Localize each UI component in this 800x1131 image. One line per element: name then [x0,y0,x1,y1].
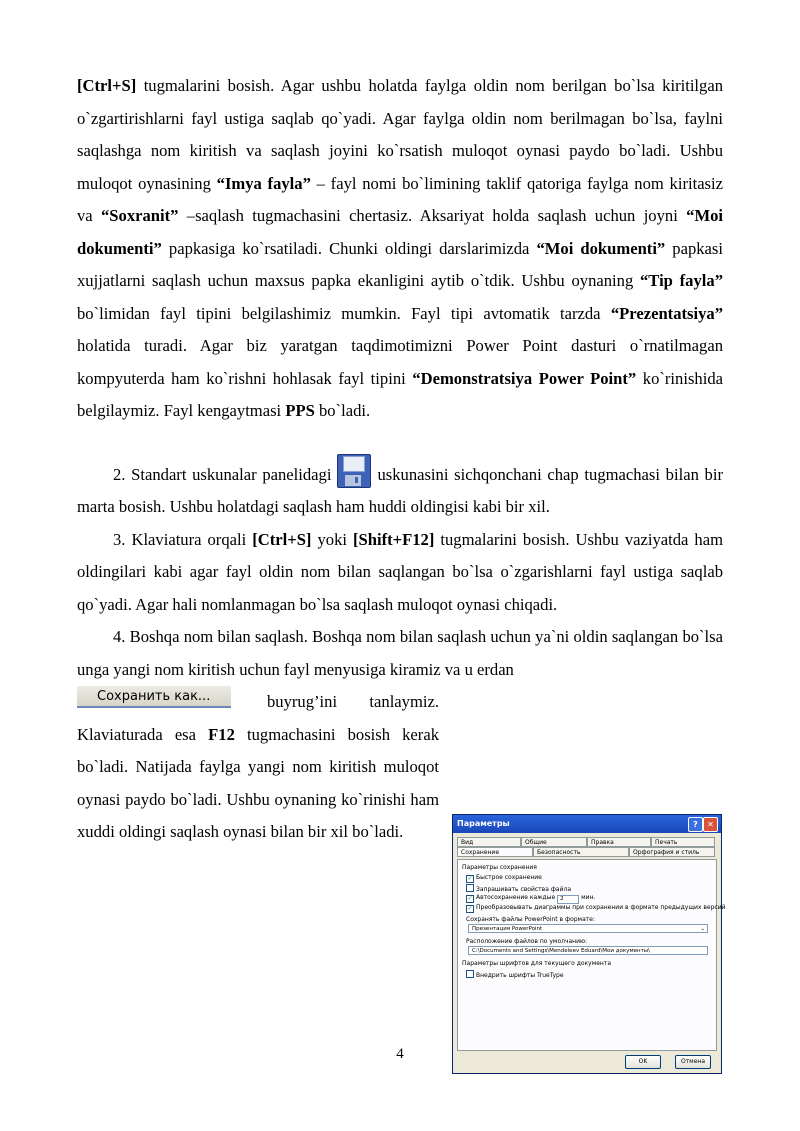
save-as-menu-item[interactable]: Сохранить как... [77,686,231,708]
tab-pravka[interactable]: Правка [587,837,651,847]
cancel-button[interactable]: Отмена [675,1055,711,1069]
save-options-pane [457,859,726,1051]
format-label: Сохранять файлы PowerPoint в формате: [466,916,595,923]
document-body [77,70,723,849]
format-select[interactable]: Презентация PowerPoint ⌄ [468,924,708,933]
options-dialog-screenshot [452,814,726,1074]
tab-obshchie[interactable]: Общие [521,837,587,847]
tab-sokhranenie[interactable]: Сохранение [457,847,533,857]
page-number: 4 [396,1046,404,1062]
section-save-options: Параметры сохранения [462,864,537,871]
paragraph-3: 3. Klaviatura orqali [Ctrl+S] yoki [Shift+F12] tugmalarini bosish. Ushbu vaziyatda ham oldingilari kabi agar fayl oldin nom bilan saqlangan bo`lsa o`zgarishlarni fayl ustiga saqlab qo`yadi. Agar hali nomlanmagan bo`lsa saqlash muloqot oynasi chiqadi. [77,529,723,614]
paragraph-2: 2. Standart uskunalar panelidagi uskunasini sichqonchani chap tugmachasi bilan bir marta bosish. Ushbu holatdagi saqlash ham huddi oldingisi kabi bir xil. [77,452,723,524]
paragraph-1: [Ctrl+S] tugmalarini bosish. Agar ushbu holatda faylga oldin nom berilgan bo`lsa kiritilgan o`zgartirishlarni fayl ustiga saqlab qo`yadi. Agar faylga oldin nom berilmagan bo`lsa, faylni saqlashga nom kiritish va saqlash joyini ko`rsatish muloqot oynasi paydo bo`ladi. Ushbu muloqot oynasining “Imya fayla” – fayl nomi bo`limining taklif qatoriga faylga nom kiritasiz va “Soxranit” –saqlash tugmachasini chertasiz. Aksariyat holda saqlash uchun joyni “Moi dokumenti” papkasiga ko`rsatiladi. Chunki oldingi darslarimizda “Moi dokumenti” papkasi xujjatlarni saqlash uchun maxsus papka ekanligini aytib o`tdik. Ushbu oynaning “Tip fayla” bo`limidan fayl tipini belgilashimiz mumkin. Fayl tipi avtomatik tarzda “Prezentatsiya” holatida turadi. Agar biz yaratgan taqdimotimizni Power Point dasturi o`rnatilmagan kompyuterda ham ko`rishni hohlasak fayl tipini “Demonstratsiya Power Point” ko`rinishida belgilaymiz. Fayl kengaytmasi PPS bo`ladi. [77,76,724,420]
checkbox-checked-icon[interactable]: ✓ [467,875,473,882]
chevron-down-icon[interactable]: ⌄ [700,926,705,932]
option-embed-fonts[interactable]: Внедрить шрифты TrueType [466,970,564,979]
option-fast-save[interactable]: ✓ Быстрое сохранение [467,874,542,882]
checkbox-checked-icon[interactable]: ✓ [467,895,473,902]
section-font-options: Параметры шрифтов для текущего документа [462,960,612,967]
option-autosave[interactable]: ✓ Автосохранение каждые 2 мин. [467,894,596,902]
paragraph-5-block [77,686,439,849]
dialog-title: Параметры [457,819,510,828]
floppy-save-icon[interactable] [335,452,373,490]
close-icon[interactable]: ✕ [703,817,718,832]
dialog-title-bar [453,815,721,833]
checkbox-checked-icon[interactable]: ✓ [467,905,473,912]
checkbox-icon[interactable] [466,884,474,892]
paragraph-5: Klaviaturada esa F12 tugmachasini bosish kerak bo`ladi. Natijada faylga yangi nom kiritish muloqot oynasi paydo bo`ladi. Ushbu oynaning ko`rinishi ham xuddi oldingi saqlash oynasi bilan bir xil bo`ladi. [77,724,439,841]
tab-orfografiya[interactable]: Орфография и стиль [629,847,715,857]
tab-pechat[interactable]: Печать [651,837,715,847]
paragraph-4: 4. Boshqa nom bilan saqlash. Boshqa nom bilan saqlash uchun ya`ni oldin saqlangan bo`lsa unga yangi nom kiritish uchun fayl menyusiga kiramiz va u erdan [77,627,723,679]
option-convert-charts[interactable]: ✓ Преобразовывать диаграммы при сохранении в формате предыдущих версий [467,904,726,912]
help-icon[interactable]: ? [688,817,703,832]
checkbox-icon[interactable] [466,970,474,978]
location-input[interactable]: C:\Documents and Settings\Mendeleev Eduard\Мои документы\ [468,946,708,955]
location-label: Расположение файлов по умолчанию: [466,938,588,945]
paragraph-5-first-line: buyrug’ini tanlaymiz. [267,692,439,711]
autosave-minutes-input[interactable]: 2 [557,895,579,904]
option-ask-properties[interactable]: Запрашивать свойства файла [466,884,571,893]
tab-bezopasnost[interactable]: Безопасность [533,847,629,857]
ok-button[interactable]: OK [625,1055,661,1069]
tab-vid[interactable]: Вид [457,837,521,847]
